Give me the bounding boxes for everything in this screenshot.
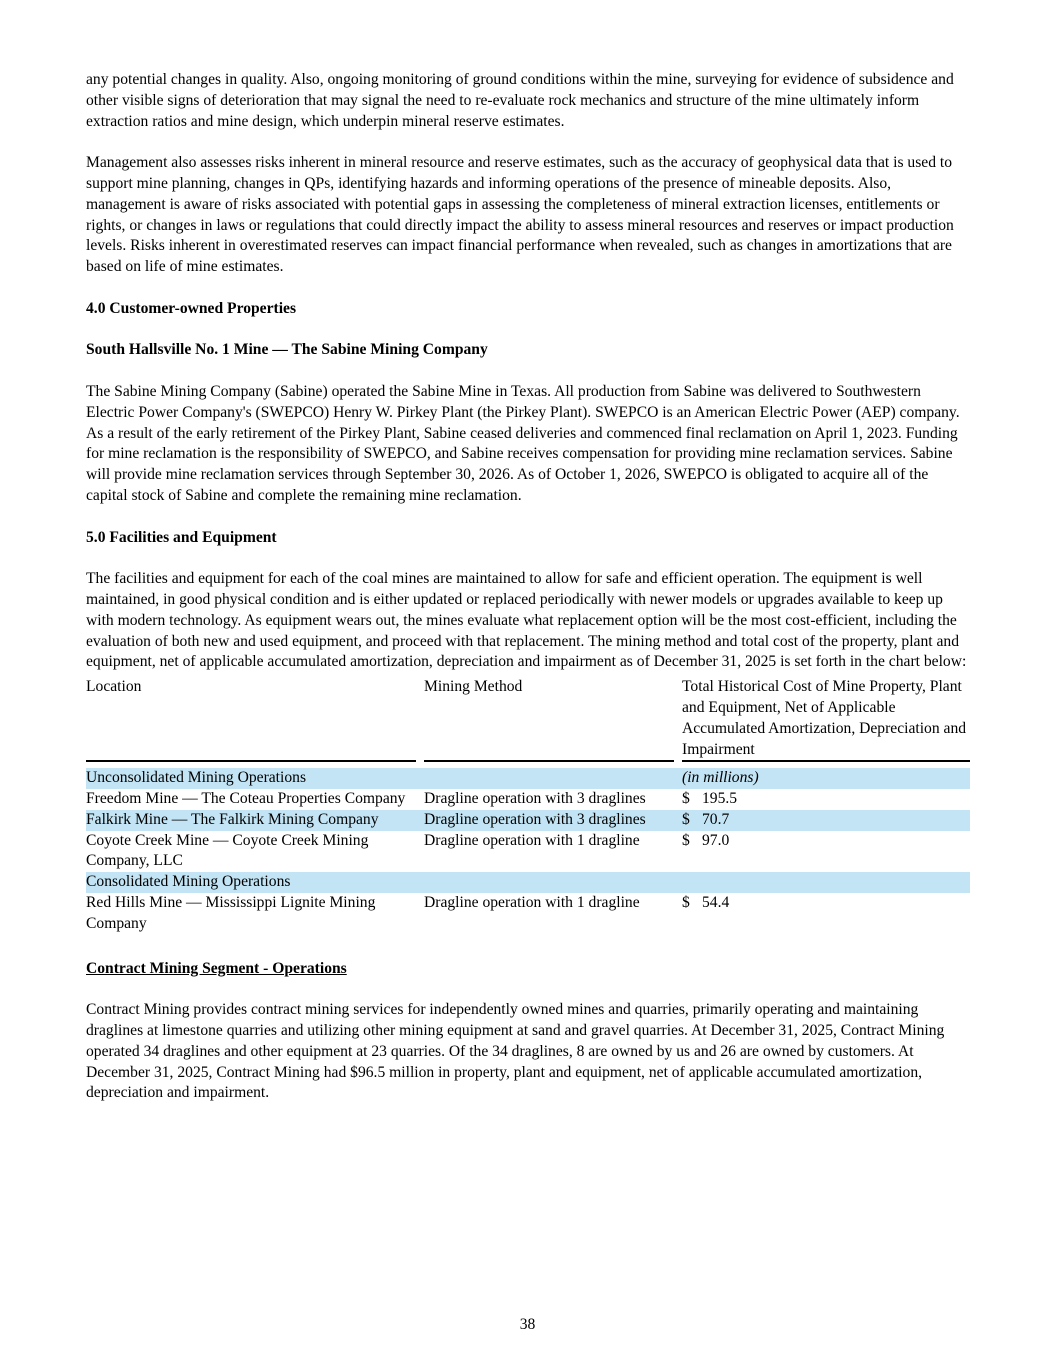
heading-customer-owned-properties: 4.0 Customer-owned Properties [86,299,297,317]
row-method: Dragline operation with 1 dragline [424,831,640,849]
row-method: Dragline operation with 3 draglines [424,810,674,831]
heading-contract-mining: Contract Mining Segment - Operations [86,959,347,977]
row-location: Coyote Creek Mine — Coyote Creek Mining Company, LLC [86,831,369,870]
row-currency: $ [682,894,690,912]
row-amount: 54.4 [702,894,730,912]
row-method: Dragline operation with 1 dragline [424,894,640,912]
row-location: Red Hills Mine — Mississippi Lignite Mining Company [86,894,376,932]
document-page [86,70,970,1125]
row-currency: $ [682,790,690,808]
row-location: Freedom Mine — The Coteau Properties Company [86,790,406,808]
row-location: Falkirk Mine — The Falkirk Mining Company [86,810,416,831]
table-row [86,789,970,810]
table-row [86,831,970,873]
paragraph-sabine: The Sabine Mining Company (Sabine) operated the Sabine Mine in Texas. All production from Sabine was delivered to Southwestern Electric Power Company's (SWEPCO) Henry W. Pirkey Plant (the Pirkey Plant). SWEPCO is an American Electric Power (AEP) company. As a result of the early retirement of the Pirkey Plant, Sabine ceased deliveries and commenced final reclamation on April 1, 2023. Funding for mine reclamation is the responsibility of SWEPCO, and Sabine receives compensation for providing mine reclamation services. Sabine will provide mine reclamation services through September 30, 2026. As of October 1, 2026, SWEPCO is obligated to acquire all of the capital stock of Sabine and complete the remaining mine reclamation. [86,382,960,504]
section-label-consolidated: Consolidated Mining Operations [86,872,416,893]
section-label-unconsolidated: Unconsolidated Mining Operations [86,768,416,789]
row-amount: 97.0 [702,831,730,849]
table-header-row [86,677,970,762]
row-amount: 70.7 [702,810,970,831]
row-method: Dragline operation with 3 draglines [424,790,646,808]
section-row-consolidated [86,872,970,893]
header-mining-method: Mining Method [424,677,674,762]
header-total-cost: Total Historical Cost of Mine Property, Plant and Equipment, Net of Applicable Accumulated Amortization, Depreciation and Impairment [682,677,970,762]
row-amount: 195.5 [702,790,738,808]
heading-facilities-equipment: 5.0 Facilities and Equipment [86,528,277,546]
paragraph-ground-conditions: any potential changes in quality. Also, ongoing monitoring of ground conditions within the mine, surveying for evidence of subsidence and other visible signs of deterioration that may signal the need to re-evaluate rock mechanics and structure of the mine ultimately inform extraction ratios and mine design, which underpin mineral reserve estimates. [86,71,954,130]
paragraph-facilities: The facilities and equipment for each of the coal mines are maintained to allow for safe and efficient operation. The equipment is well maintained, in good physical condition and is either updated or replaced periodically with newer models or upgrades available to keep up with modern technology. As equipment wears out, the mines evaluate what replacement option will be the most cost-efficient, including the evaluation of both new and used equipment, and proceed with that replacement. The mining method and total cost of the property, plant and equipment, net of applicable accumulated amortization, depreciation and impairment as of December 31, 2025 is set forth in the chart below: [86,570,967,671]
header-location: Location [86,677,416,762]
table-row [86,893,970,935]
heading-sabine-mine: South Hallsville No. 1 Mine — The Sabine Mining Company [86,341,488,359]
table-row [86,810,970,831]
paragraph-contract-mining: Contract Mining provides contract mining services for independently owned mines and quarries, primarily operating and maintaining draglines at limestone quarries and utilizing other mining equipment at sand and gravel quarries. At December 31, 2025, Contract Mining operated 34 draglines and other equipment at 23 quarries. Of the 34 draglines, 8 are owned by us and 26 are owned by customers. At December 31, 2025, Contract Mining had $96.5 million in property, plant and equipment, net of applicable accumulated amortization, depreciation and impairment. [86,1001,945,1102]
row-currency: $ [682,810,702,831]
paragraph-management-risks: Management also assesses risks inherent in mineral resource and reserve estimates, such as the accuracy of geophysical data that is used to support mine planning, changes in QPs, identifying hazards and informing operations of the presence of mineable deposits. Also, management is aware of risks associated with potential gaps in assessing the completeness of mineral extraction licenses, entitlements or rights, or changes in laws or regulations that could directly impact the ability to assess mineral resources and reserves or impact production levels. Risks inherent in overestimated reserves can impact financial performance when revealed, such as changes in amortizations that are based on life of mine estimates. [86,154,954,276]
units-label: (in millions) [682,768,970,789]
row-currency: $ [682,831,690,849]
section-row-unconsolidated [86,768,970,789]
facilities-table [86,677,970,935]
page-number: 38 [519,1316,536,1333]
